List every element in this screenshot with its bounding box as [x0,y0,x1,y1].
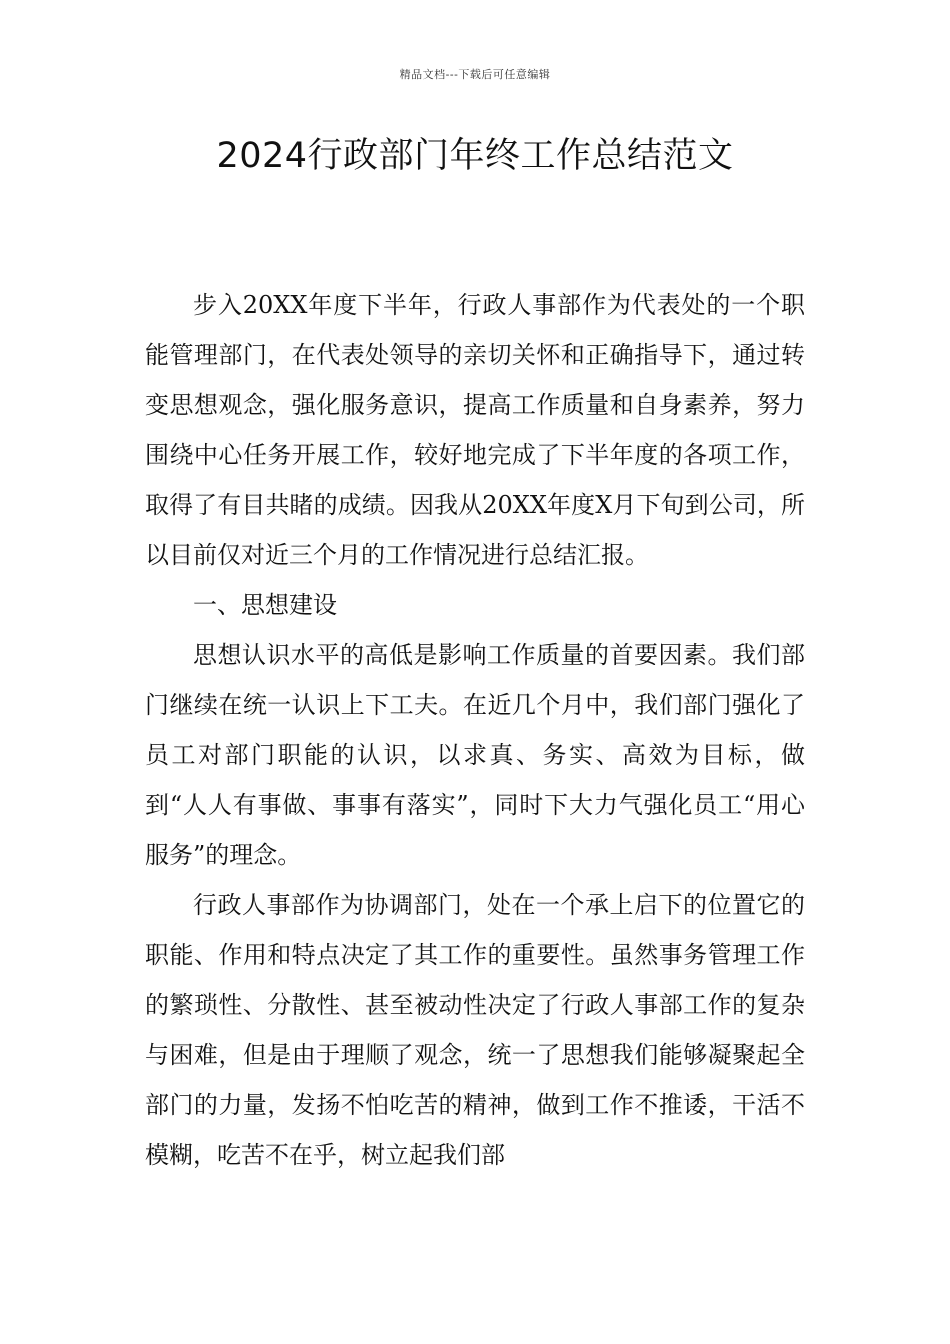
paragraph-coordination: 行政人事部作为协调部门，处在一个承上启下的位置它的职能、作用和特点决定了其工作的重要性。虽然事务管理工作的繁琐性、分散性、甚至被动性决定了行政人事部工作的复杂与困难，但是由于理顺了观念，统一了思想我们能够凝聚起全部门的力量，发扬不怕吃苦的精神，做到工作不推诿，干活不模糊，吃苦不在乎，树立起我们部 [145,891,805,1169]
document-body [145,280,805,1180]
paragraph-ideology: 思想认识水平的高低是影响工作质量的首要因素。我们部门继续在统一认识上下工夫。在近几个月中，我们部门强化了员工对部门职能的认识，以求真、务实、高效为目标，做到“人人有事做、事事有落实”，同时下大力气强化员工“用心服务”的理念。 [145,641,805,869]
section-heading-ideology: 一、思想建设 [193,591,337,619]
document-title: 2024行政部门年终工作总结范文 [216,136,734,176]
paragraph-intro: 步入20XX年度下半年，行政人事部作为代表处的一个职能管理部门，在代表处领导的亲切关怀和正确指导下，通过转变思想观念，强化服务意识，提高工作质量和自身素养，努力围绕中心任务开展工作，较好地完成了下半年度的各项工作，取得了有目共睹的成绩。因我从20XX年度X月下旬到公司，所以目前仅对近三个月的工作情况进行总结汇报。 [145,291,805,569]
header-note: 精品文档---下载后可任意编辑 [399,68,551,81]
